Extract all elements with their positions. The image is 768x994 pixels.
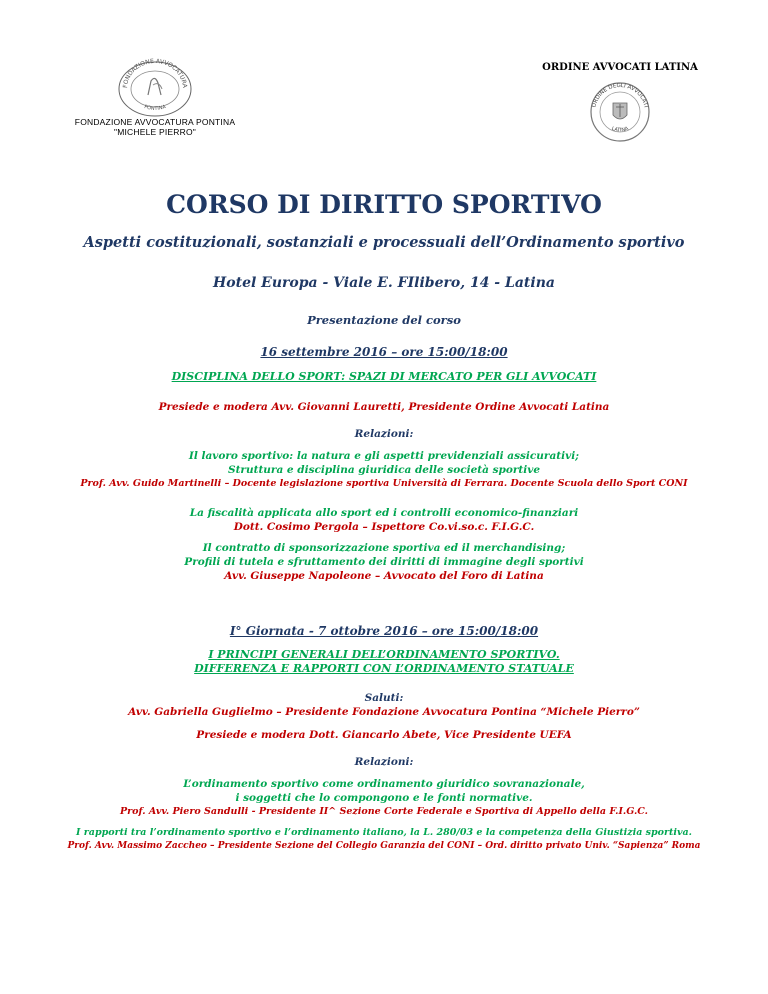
session1-talk2-line1: La fiscalità applicata allo sport ed i controlli economico-finanziari (189, 507, 579, 519)
foundation-logo-emblem (115, 55, 195, 117)
session2-talk2-line1: I rapporti tra l’ordinamento sportivo e l’ordinamento italiano, la L. 280/03 e la competenza della Giustizia sportiva. (76, 827, 692, 838)
order-seal-bottom-text: LATINA (610, 125, 630, 134)
session2-talk2-speaker: Prof. Avv. Massimo Zaccheo – Presidente Sezione del Collegio Garanzia del CONI – Ord. diritto privato Univ. “Sapienza” Roma (67, 841, 701, 851)
foundation-logo-block (60, 55, 250, 137)
venue: Hotel Europa - Viale E. FIlibero, 14 - Latina (213, 275, 555, 291)
session1-reports-label: Relazioni: (354, 428, 414, 440)
session1-talk2-speaker: Dott. Cosimo Pergola – Ispettore Co.vi.so.c. F.I.G.C. (233, 521, 535, 533)
session2-theme-line1: I PRINCIPI GENERALI DELL’ORDINAMENTO SPORTIVO. (208, 648, 560, 661)
session1-talk1-speaker: Prof. Avv. Guido Martinelli – Docente legislazione sportiva Università di Ferrara. Docente Scuola dello Sport CONI (80, 478, 688, 489)
session2-greetings: Avv. Gabriella Guglielmo – Presidente Fondazione Avvocatura Pontina “Michele Pierro” (128, 706, 640, 718)
foundation-name-line2: "MICHELE PIERRO" (114, 127, 196, 137)
order-title: ORDINE AVVOCATI LATINA (542, 62, 698, 73)
foundation-name-line1: FONDAZIONE AVVOCATURA PONTINA (74, 117, 236, 127)
session1-talk3-line2: Profili di tutela e sfruttamento dei diritti di immagine degli sportivi (184, 556, 584, 568)
session2-talk1-line1: L’ordinamento sportivo come ordinamento giuridico sovranazionale, (183, 778, 585, 790)
session1-talk1-line2: Struttura e disciplina giuridica delle società sportive (228, 464, 540, 476)
foundation-logo-ring-top: FONDAZIONE AVVOCATURA (121, 57, 189, 89)
session2-chair: Presiede e modera Dott. Giancarlo Abete, Vice Presidente UEFA (196, 729, 572, 741)
order-seal-emblem (585, 81, 655, 143)
order-header-block (500, 62, 740, 143)
session2-talk1-line2: i soggetti che lo compongono e le fonti normative. (235, 792, 533, 804)
session1-date: 16 settembre 2016 – ore 15:00/18:00 (260, 345, 508, 359)
session1-talk3-speaker: Avv. Giuseppe Napoleone – Avvocato del Foro di Latina (224, 570, 544, 582)
course-title: CORSO DI DIRITTO SPORTIVO (166, 190, 602, 219)
foundation-logo-ring-bottom: PONTINA (143, 104, 167, 112)
svg-text:PONTINA (143, 104, 167, 112)
session2-date: I° Giornata - 7 ottobre 2016 – ore 15:00/18:00 (229, 624, 539, 638)
session2-talk1-speaker: Prof. Avv. Piero Sandulli - Presidente II^ Sezione Corte Federale e Sportiva di Appello della F.I.G.C. (120, 806, 648, 817)
session2-reports-label: Relazioni: (354, 756, 414, 768)
session2-theme-line2: DIFFERENZA E RAPPORTI CON L’ORDINAMENTO STATUALE (194, 662, 574, 675)
course-subtitle: Aspetti costituzionali, sostanziali e processuali dell’Ordinamento sportivo (83, 234, 685, 251)
svg-text:LATINA (611, 126, 630, 134)
session1-chair: Presiede e modera Avv. Giovanni Lauretti, Presidente Ordine Avvocati Latina (158, 401, 610, 413)
session1-talk3-line1: Il contratto di sponsorizzazione sportiva ed il merchandising; (202, 542, 566, 554)
session1-talk1-line1: Il lavoro sportivo: la natura e gli aspetti previdenziali assicurativi; (188, 450, 580, 462)
session1-theme: DISCIPLINA DELLO SPORT: SPAZI DI MERCATO PER GLI AVVOCATI (171, 370, 597, 383)
order-seal-top-text: ORDINE DEGLI AVVOCATI (591, 82, 649, 109)
presentation-heading: Presentazione del corso (307, 313, 461, 327)
session2-greetings-label: Saluti: (364, 692, 404, 704)
